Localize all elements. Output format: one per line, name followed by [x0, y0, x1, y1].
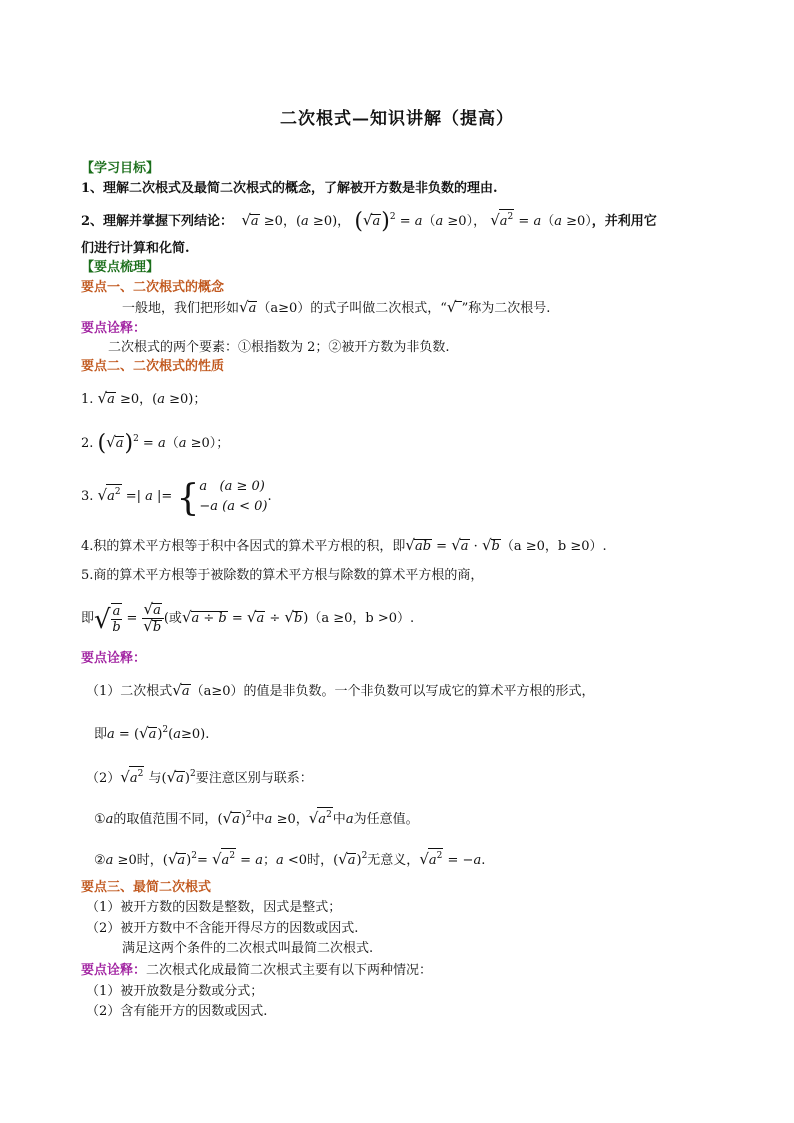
goal-1: 1、理解二次根式及最简二次根式的概念，了解被开方数是非负数的理由. — [81, 181, 498, 196]
property-2: 2. $(√a)^2 = a(a \ge 0)$； — [81, 431, 230, 456]
condition-summary: 满足这两个条件的二次根式叫最简二次根式. — [122, 941, 374, 956]
explanation-2: $(2)√a^2$ 与$(√a)^2$要注意区别与联系： — [86, 768, 313, 786]
condition-1: （1）被开方数的因数是整数，因式是整式； — [86, 900, 342, 915]
point-1-note-label: 要点诠释： — [81, 321, 147, 336]
learning-goals-heading: 【学习目标】 — [81, 161, 160, 176]
explanation-1: （1）二次根式√a（a≥0）的值是非负数。一个非负数可以写成它的算术平方根的形式， — [86, 681, 595, 699]
point-3-note: 要点诠释：二次根式化成最简二次根式主要有以下两种情况： — [81, 963, 433, 978]
case-1: （1）被开放数是分数或分式； — [86, 984, 264, 999]
point-2-note-label: 要点诠释： — [81, 651, 147, 666]
point-3-heading: 要点三、最简二次根式 — [81, 880, 212, 895]
point-1-note: 二次根式的两个要素：①根指数为 2；②被开方数为非负数. — [108, 340, 450, 355]
explanation-1-formula: 即$a = (√a)^2(a\ge 0)$. — [94, 724, 210, 742]
page-title: 二次根式—知识讲解（提高） — [280, 109, 514, 129]
formula-quotient-rule: (或√a ÷ b = √a ÷ √b) — [163, 608, 309, 626]
outline-heading: 【要点梳理】 — [81, 260, 160, 275]
point-2-heading: 要点二、二次根式的性质 — [81, 359, 225, 374]
property-3: 3. $√a^2$ =| a |= { a (a ≥ 0) −a (a < 0) . — [81, 478, 272, 519]
property-5: 5.商的算术平方根等于被除数的算术平方根与除数的算术平方根的商， — [81, 568, 484, 583]
explanation-4: ②a ≥0时，$(√a)^2= √a^2 = a$；a <0时，$(√a)^2$无意义，$√a^2 = -a$. — [94, 850, 486, 868]
property-4: 4.积的算术平方根等于积中各因式的算术平方根的积，即√ab = √a · √b（a ≥0，b ≥0）. — [81, 536, 607, 554]
goal-2: 2、理解并掌握下列结论： √a ≥0，(a ≥0)， $(√a)^2 = a(a \ge 0)$， $√a^2 = a(a \ge 0)$，并利用它 — [81, 209, 657, 234]
formula-sqrt-a: √a — [239, 298, 257, 316]
property-1: 1. √a ≥0，(a ≥0)； — [81, 389, 207, 407]
formula-product-rule: √ab = √a · √b — [405, 536, 500, 554]
formula-sqrt-a-squared: $(√a)^2 = a(a \ge 0)$， — [354, 209, 487, 234]
definition-line: 一般地，我们把形如√a（a≥0）的式子叫做二次根式，“√ ”称为二次根号. — [122, 298, 551, 316]
goal-2-cont: 们进行计算和化简. — [81, 241, 190, 256]
radical-sign-icon: √ — [447, 301, 462, 316]
property-5-formula: 即√ $\frac{a}{b}$ = $\frac{√a}{√b}$ (或√a ÷ b = √a ÷ √b)（a ≥0，b >0）. — [81, 600, 415, 635]
case-2: （2）含有能开方的因数或因式. — [86, 1004, 268, 1019]
formula-sqrt-a2-eq-a: $√a^2 = a(a \ge 0)$ — [490, 211, 592, 229]
condition-2: （2）被开方数中不含能开得尽方的因数或因式. — [86, 921, 359, 936]
formula-sqrt-a-nonneg: √a ≥0，(a ≥0)， — [241, 211, 351, 229]
explanation-3: ①a的取值范围不同，$(√a)^2$中a ≥0，$√a^2$中a为任意值。 — [94, 809, 419, 827]
piecewise-cases: a (a ≥ 0) −a (a < 0) — [199, 478, 268, 514]
point-1-heading: 要点一、二次根式的概念 — [81, 280, 225, 295]
